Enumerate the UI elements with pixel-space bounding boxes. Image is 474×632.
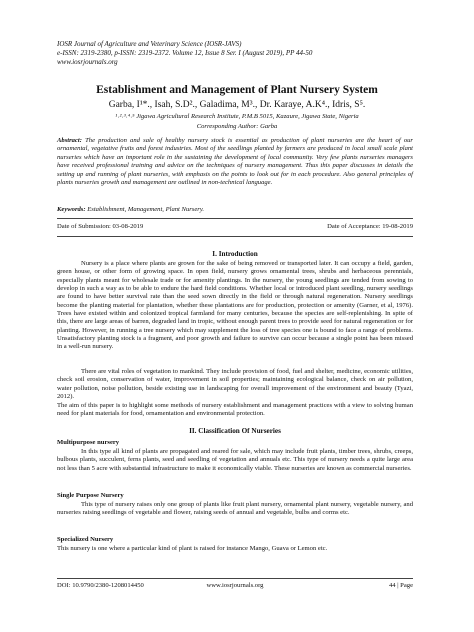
intro-paragraph-1: Nursery is a place where plants are grown for the sake of being removed or transported later. It can occupy a field, garden, green house, or other form of growing space. In open field, nursery grows ornamental trees, shrubs and herbaceous perennials, especially plants meant for wholesale trade or for amenity plantings. In the nursery, the young seedlings are tended from sowing to develop in such a way as to be able to endure the hard field conditions. Whether local or introduced plant seedling, nursery seedlings are found to have better survival rate than the seed sown directly in the field or through natural regeneration. Nursery seedlings become the planting material for plantation, whether these plantations are for production, protection or amenity (Garner, et al, 1976). Trees have existed within and colonized tropical farmland for many centuries, because the species are self-replenishing. In spite of this, there are large areas of barren, degraded land in tropic, without enough parent trees to provide seed for natural regeneration or for planting. However, in running a tree nursery which may supplement the loss of tree species one is bound to face a range of problems. Unsatisfactory planting stock is a fragment, and poor growth and failure to survive can occur because a single point has been missed in a well-run nursery. <box>57 260 413 351</box>
divider-bottom <box>57 236 413 237</box>
subheading-multipurpose: Multipurpose nursery <box>57 439 120 446</box>
keywords <box>57 206 413 213</box>
divider-top <box>57 218 413 219</box>
intro-paragraph-2: There are vital roles of vegetation to mankind. They include provision of food, fuel and shelter, medicine, economic utilities, check soil erosion, conservation of water, improvement in soil properties; maintaining ecological balance, check on air pollution, water pollution, noise pollution, beside existing use in landscaping for overall improvement of the environment and beauty (Tyazi, 2012). <box>57 368 413 401</box>
abstract-label: Abstract: <box>57 137 82 144</box>
dates-row <box>57 223 413 230</box>
affiliation: ¹˒²˒³˒⁴˒⁵ Jigawa Agricultural Research Institute, P.M.B 5015, Kazaure, Jigawa State, Nigeria <box>115 113 359 120</box>
journal-issn: e-ISSN: 2319-2380, p-ISSN: 2319-2372. Volume 12, Issue 8 Ser. I (August 2019), PP 44-50 <box>57 49 313 57</box>
acceptance-date: Date of Acceptance: 19-08-2019 <box>327 223 413 230</box>
footer-doi: DOI: 10.9790/2380-1208014450 <box>57 582 144 589</box>
keywords-label: Keywords: <box>57 206 86 213</box>
abstract <box>57 137 413 187</box>
single-purpose-paragraph: This type of nursery raises only one group of plants like fruit plant nursery, ornamental plant nursery, vegetable nursery, and nurseries raising seedlings of vegetable and flower, raising seeds of annual and vegetable, bulbs and corms etc. <box>57 501 413 517</box>
journal-website[interactable]: www.iosrjournals.org <box>57 58 118 66</box>
keywords-text: Establishment, Management, Plant Nursery. <box>85 206 205 213</box>
page-footer <box>57 582 413 589</box>
specialized-paragraph: This nursery is one where a particular kind of plant is raised for instance Mango, Guava or Lemon etc. <box>57 545 328 552</box>
section-heading-classification: II. Classification Of Nurseries <box>189 427 281 435</box>
author-list: Garba, I¹*., Isah, S.D²., Galadima, M³., Dr. Karaye, A.K⁴., Idris, S⁵. <box>108 100 366 110</box>
section-heading-introduction: I. Introduction <box>212 250 258 258</box>
footer-website[interactable]: www.iosrjournals.org <box>206 582 264 589</box>
paper-title: Establishment and Management of Plant Nursery System <box>96 84 378 96</box>
journal-header <box>57 40 312 67</box>
subheading-single-purpose: Single Purpose Nursery <box>57 492 124 499</box>
submission-date: Date of Submission: 03-08-2019 <box>57 223 144 230</box>
footer-divider <box>57 578 413 579</box>
journal-name: IOSR Journal of Agriculture and Veterinary Science (IOSR-JAVS) <box>57 40 242 48</box>
multipurpose-paragraph: In this type all kind of plants are propagated and reared for sale, which may include fruit plants, timber trees, shrubs, creeps, bulbous plants, succulent, ferns plants, seed and seedling of vegetation and annuals etc. This type of nursery needs a quite large area not less than 5 acre with substantial infrastructure to make it economically viable. These nurseries are known as commercial nurseries. <box>57 448 413 472</box>
abstract-text: The production and sale of healthy nursery stock is essential as production of plant nurseries are the heart of our ornamental, vegetative fruits and forest industries. Most of the seedlings planted by farmers are produced in local small scale plant nurseries which have an important role in the sustaining the development of local community. Very few plants nurseries managers have received professional training and advice on the techniques of nursery management. Thus this paper discusses in details the setting up and running of plant nurseries, with emphasis on the points to look out for in each procedure. Also general principles of plants nurseries growth and management are outlined in non-technical language. <box>57 137 413 187</box>
intro-paragraph-3: The aim of this paper is to highlight some methods of nursery establishment and management practices with a view to solving human need for plant materials for food, ornamentation and environmental protection. <box>57 402 413 418</box>
corresponding-author: Corresponding Author: Garba <box>196 123 278 130</box>
footer-page-number: 44 | Page <box>388 582 413 589</box>
subheading-specialized: Specialized Nursery <box>57 536 114 543</box>
